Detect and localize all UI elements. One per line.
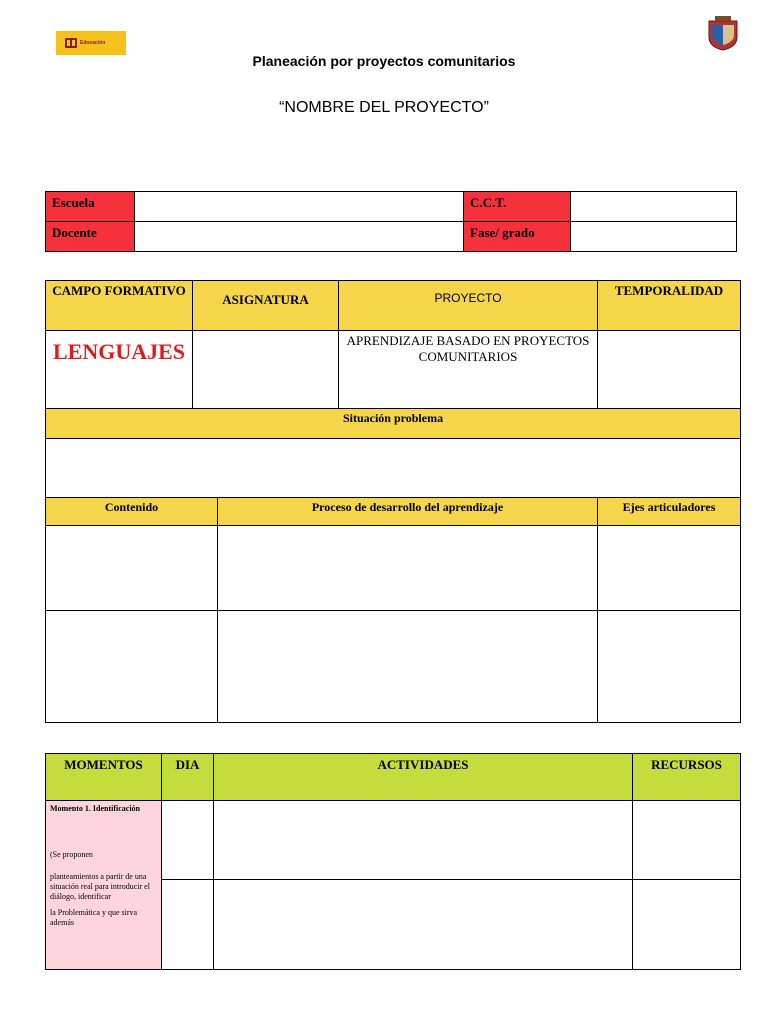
escuela-field[interactable] (135, 192, 464, 222)
page-title: Planeación por proyectos comunitarios (252, 53, 516, 69)
ejes-field[interactable] (598, 611, 741, 723)
state-crest-icon (706, 15, 740, 51)
docente-field[interactable] (135, 222, 464, 252)
campo-formativo-header: CAMPO FORMATIVO (46, 281, 193, 331)
contenido-field[interactable] (46, 611, 218, 723)
project-name: “NOMBRE DEL PROYECTO” (279, 99, 489, 116)
cct-field[interactable] (571, 192, 737, 222)
proceso-field[interactable] (218, 611, 598, 723)
momento-1-cell (46, 801, 162, 970)
momento-1-text: planteamientos a partir de una situación real para introducir el diálogo, identificar (50, 872, 150, 901)
momentos-header: MOMENTOS (46, 754, 162, 801)
school-info-table (45, 191, 737, 252)
proyecto-value: APRENDIZAJE BASADO EN PROYECTOS COMUNITARIOS (339, 331, 598, 409)
actividades-field[interactable] (214, 880, 633, 970)
actividades-field[interactable] (214, 801, 633, 880)
recursos-field[interactable] (633, 801, 741, 880)
temporalidad-header: TEMPORALIDAD (598, 281, 741, 331)
asignatura-field[interactable] (193, 331, 339, 409)
book-icon (65, 38, 77, 48)
momento-1-title: Momento 1. Identificación (50, 804, 140, 813)
contenido-field[interactable] (46, 526, 218, 611)
recursos-header: RECURSOS (633, 754, 741, 801)
lenguajes-value: LENGUAJES (46, 331, 193, 409)
planning-table (45, 280, 741, 723)
moments-table (45, 753, 741, 970)
contenido-header: Contenido (46, 498, 218, 526)
temporalidad-field[interactable] (598, 331, 741, 409)
proceso-header: Proceso de desarrollo del aprendizaje (218, 498, 598, 526)
dia-field[interactable] (162, 880, 214, 970)
dia-header: DIA (162, 754, 214, 801)
fase-grado-field[interactable] (571, 222, 737, 252)
ejes-header: Ejes articuladores (598, 498, 741, 526)
proyecto-header: PROYECTO (339, 281, 598, 331)
fase-grado-label: Fase/ grado (464, 222, 571, 252)
asignatura-header: ASIGNATURA (193, 281, 339, 331)
ejes-field[interactable] (598, 526, 741, 611)
docente-label: Docente (46, 222, 135, 252)
logo-text: Educación (80, 40, 106, 46)
escuela-label: Escuela (46, 192, 135, 222)
cct-label: C.C.T. (464, 192, 571, 222)
momento-1-text: (Se proponen (50, 850, 93, 859)
education-logo (56, 31, 126, 55)
momento-1-text: la Problemática y que sirva además (50, 908, 138, 927)
dia-field[interactable] (162, 801, 214, 880)
recursos-field[interactable] (633, 880, 741, 970)
situacion-problema-field[interactable] (46, 439, 741, 498)
actividades-header: ACTIVIDADES (214, 754, 633, 801)
situacion-problema-header: Situación problema (46, 409, 741, 439)
proceso-field[interactable] (218, 526, 598, 611)
